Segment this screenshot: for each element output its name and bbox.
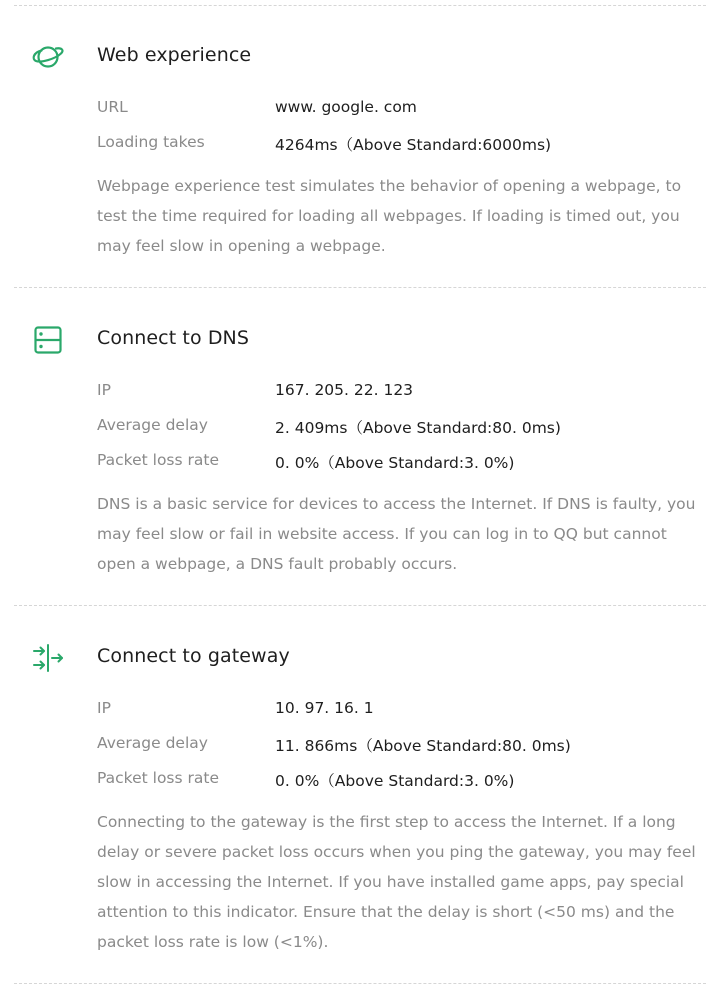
row-label: Packet loss rate xyxy=(97,769,219,787)
section-description: DNS is a basic service for devices to access the Internet. If DNS is faulty, you may feel slow or fail in website access. If you can log in to QQ but cannot open a webpage, a DNS fault probably occurs. xyxy=(97,495,696,573)
row-value: 10. 97. 16. 1 xyxy=(275,699,374,717)
ip-row xyxy=(0,699,720,723)
average-delay-row xyxy=(0,734,720,758)
section-title: Web experience xyxy=(97,44,252,66)
row-value: 0. 0%（Above Standard:3. 0%) xyxy=(275,454,515,472)
server-icon xyxy=(30,322,66,358)
row-value: 11. 866ms（Above Standard:80. 0ms) xyxy=(275,737,571,755)
section-divider xyxy=(14,983,706,984)
ip-row xyxy=(0,381,720,405)
section-description: Connecting to the gateway is the first step to access the Internet. If a long delay or severe packet loss occurs when you ping the gateway, you may feel slow in accessing the Internet. If you have installed game apps, pay special attention to this indicator. Ensure that the delay is short (<50 ms) and the packet loss rate is low (<1%). xyxy=(97,813,696,951)
row-label: IP xyxy=(97,699,111,717)
row-value: 2. 409ms（Above Standard:80. 0ms) xyxy=(275,419,561,437)
packet-loss-row xyxy=(0,769,720,793)
row-label: Average delay xyxy=(97,416,208,434)
section-divider xyxy=(14,287,706,288)
row-value: 167. 205. 22. 123 xyxy=(275,381,414,399)
row-label: URL xyxy=(97,98,128,116)
loading-time-row xyxy=(0,133,720,157)
row-value: www. google. com xyxy=(275,98,417,116)
section-title: Connect to DNS xyxy=(97,327,250,349)
row-label: Packet loss rate xyxy=(97,451,219,469)
section-divider xyxy=(14,605,706,606)
row-value: 4264ms（Above Standard:6000ms) xyxy=(275,136,552,154)
packet-loss-row xyxy=(0,451,720,475)
row-value: 0. 0%（Above Standard:3. 0%) xyxy=(275,772,515,790)
url-row xyxy=(0,98,720,122)
section-divider xyxy=(14,5,706,6)
row-label: Average delay xyxy=(97,734,208,752)
average-delay-row xyxy=(0,416,720,440)
row-label: Loading takes xyxy=(97,133,205,151)
section-title: Connect to gateway xyxy=(97,645,290,667)
row-label: IP xyxy=(97,381,111,399)
section-description: Webpage experience test simulates the behavior of opening a webpage, to test the time required for loading all webpages. If loading is timed out, you may feel slow in opening a webpage. xyxy=(97,177,682,255)
gateway-arrows-icon xyxy=(30,640,66,676)
planet-icon xyxy=(30,39,66,75)
